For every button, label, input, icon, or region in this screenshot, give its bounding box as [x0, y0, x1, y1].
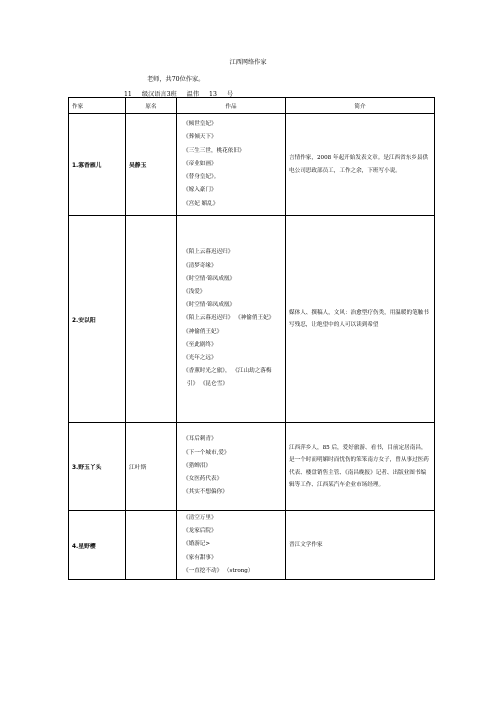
doc-title: 江西网络作家 — [229, 59, 267, 66]
work-title: 《葬倾天下》 — [183, 134, 217, 141]
work-title: 《婚游记> — [183, 541, 211, 548]
table-header-row — [69, 98, 435, 114]
work-title: 《时空情·锦凤成凰》 — [183, 302, 236, 309]
table-row — [69, 423, 435, 511]
works-cell — [177, 216, 286, 423]
work-title: 《光年之远》 — [183, 355, 217, 361]
work-title: 《至此剧终》 — [183, 341, 217, 348]
bio-text: 媒体人、撰稿人，文风：治愈型疗伤类，用温暖的笔触书写残忍，让绝望中的人可以读到希望 — [286, 216, 435, 423]
work-title: 《时空情·锦凤成凰》 — [183, 275, 236, 282]
author-name: 2.安以阳 — [69, 216, 126, 423]
doc-subtitle: 老师，共70位作家。 — [147, 76, 205, 83]
header-author: 作家 — [69, 98, 126, 114]
header-original-name: 原名 — [126, 98, 177, 114]
author-name: 1.寡香雁儿 — [69, 114, 126, 216]
works-cell — [177, 114, 286, 216]
work-title: 《陌上云暮迟迟归》 《神偷俏王妃》 — [183, 315, 275, 322]
header-works: 作品 — [177, 98, 286, 114]
work-title: 《家有甜事》 — [183, 554, 217, 561]
work-title: 《香薰时光之旅》， 《江山劫之落梅引》 《昆仑雪》 — [183, 368, 272, 388]
work-title: 《替身皇妃》。 — [183, 174, 220, 181]
bio-text: 言情作家，2008 年起开始发表文章。是江西省东乡县供电公司思政部员工，工作之余，下班写小说。 — [286, 114, 435, 216]
works-cell — [177, 511, 286, 580]
table-row — [69, 114, 435, 216]
work-title: 《帝业如画》 — [183, 160, 217, 167]
work-title: 《倾世皇妃》 — [183, 121, 217, 128]
original-name — [126, 511, 177, 580]
original-name — [126, 216, 177, 423]
work-title: 《浅爱》 — [183, 288, 206, 295]
work-title: 《清梦奇缘》 — [183, 262, 217, 269]
original-name: 吴静玉 — [126, 114, 177, 216]
work-title: 《三生三世，桃花依旧》 — [183, 147, 245, 154]
works-cell — [177, 423, 286, 511]
bio-text: 江西萍乡人，85 后，爱好旅游、看书，目前定居南昌，是一个时而明媚时而忧伤的笨笨南方女子，曾从事过医药代表、楼盘销售主管、《南昌晚报》记者、出版业图书编辑等工作、江西某汽车企业市场经理。 — [286, 423, 435, 511]
class-info-line: 11 级汉语言3班 温伟 13 号 — [124, 91, 234, 98]
header-bio: 简介 — [286, 98, 435, 114]
work-title: 《陌上云暮迟迟归》 — [183, 249, 234, 256]
original-name: 江叶斯 — [126, 423, 177, 511]
work-title: 《龙家后院》 — [183, 528, 217, 535]
work-title: 《嫁入豪门》 — [183, 187, 217, 194]
authors-table — [68, 97, 435, 580]
work-title: 《神偷俏王妃》 — [183, 328, 223, 335]
work-title: 《下一个城市,爱》 — [183, 449, 230, 456]
work-title: 《耳后刺青》 — [183, 436, 217, 443]
work-title: 《一直挖不动》 （strong） — [183, 567, 254, 574]
work-title: 《宫妃 媚乱》 — [183, 200, 219, 207]
work-title: 《清空万里》 — [183, 515, 217, 521]
table-row — [69, 511, 435, 580]
author-name: 3.野玉丫头 — [69, 423, 126, 511]
table-row — [69, 216, 435, 423]
bio-text: 晋江文学作家 — [286, 511, 435, 580]
work-title: 《女医药代表》 — [183, 476, 223, 483]
work-title: 《猎蝉泪》 — [183, 462, 211, 469]
author-name: 4.星野樱 — [69, 511, 126, 580]
work-title: 《其实不想偏你》 — [183, 489, 228, 496]
